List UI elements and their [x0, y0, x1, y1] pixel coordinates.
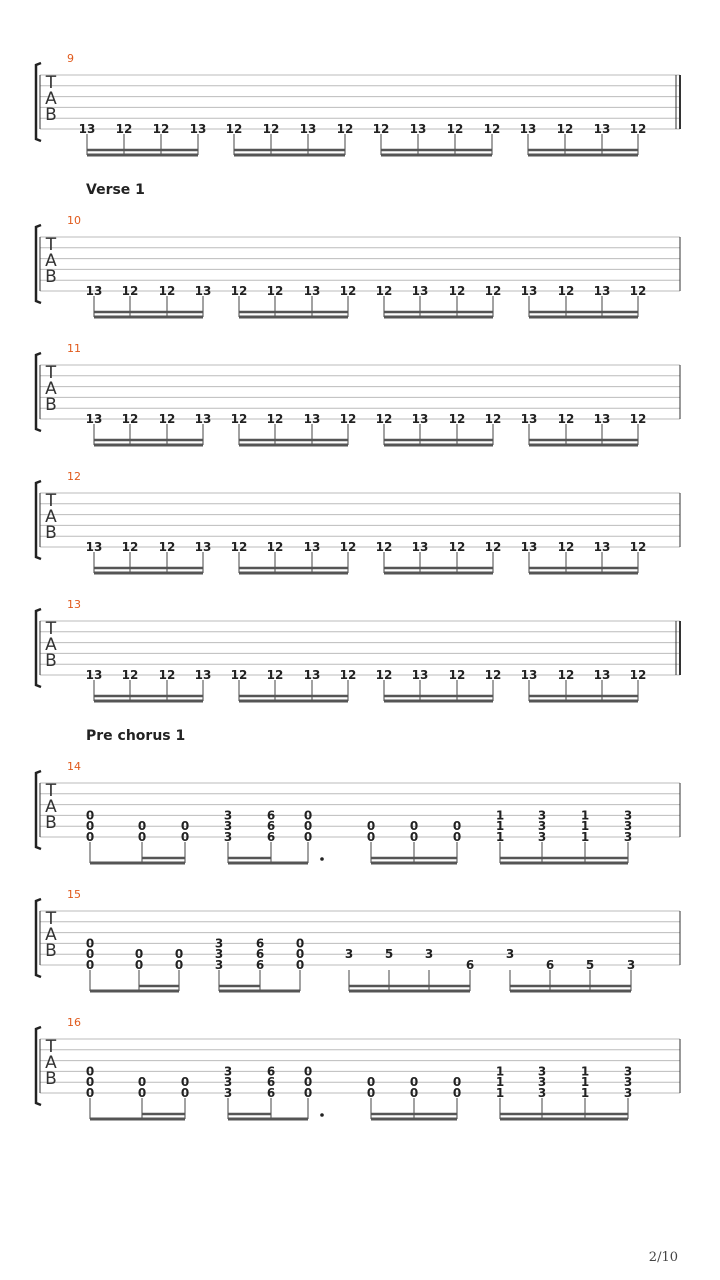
measure-16: [36, 1016, 680, 1119]
fret-number: 13: [194, 412, 212, 426]
fret-number: 6: [266, 830, 276, 844]
fret-number: 6: [465, 958, 475, 972]
fret-number: 0: [137, 830, 147, 844]
fret-number: 13: [519, 122, 537, 136]
measure-15: [36, 888, 680, 991]
fret-number: 12: [448, 540, 466, 554]
section-label-pre-chorus-1: Pre chorus 1: [86, 728, 186, 744]
tab-clef-letter: T: [45, 1037, 57, 1057]
fret-number: 0: [180, 819, 190, 834]
dot-rhythm: [320, 857, 324, 861]
fret-number: 12: [556, 122, 574, 136]
fret-number: 12: [152, 122, 170, 136]
fret-number: 12: [557, 412, 575, 426]
tab-clef-letter: B: [45, 523, 57, 543]
fret-number: 12: [629, 412, 647, 426]
measure-number: 16: [67, 1016, 81, 1029]
measure-number: 10: [67, 214, 81, 227]
fret-number: 13: [85, 412, 103, 426]
fret-number: 0: [85, 1086, 95, 1100]
fret-number: 3: [537, 830, 547, 844]
fret-number: 6: [255, 936, 265, 951]
fret-number: 0: [409, 819, 419, 834]
fret-number: 12: [121, 668, 139, 682]
fret-number: 12: [158, 284, 176, 298]
fret-number: 12: [629, 284, 647, 298]
fret-number: 0: [85, 808, 95, 823]
fret-number: 0: [137, 819, 147, 834]
fret-number: 0: [452, 830, 462, 844]
fret-number: 12: [372, 122, 390, 136]
fret-number: 13: [194, 284, 212, 298]
tab-clef-letter: T: [45, 235, 57, 255]
tab-clef-letter: A: [45, 797, 57, 817]
fret-number: 3: [424, 947, 434, 962]
dot-rhythm: [320, 1113, 324, 1117]
fret-number: 12: [375, 284, 393, 298]
fret-number: 12: [230, 284, 248, 298]
fret-number: 3: [623, 1064, 633, 1079]
fret-number: 12: [115, 122, 133, 136]
fret-number: 13: [409, 122, 427, 136]
fret-number: 0: [85, 936, 95, 951]
fret-number: 1: [580, 808, 590, 823]
tab-clef-letter: B: [45, 105, 57, 125]
fret-number: 0: [409, 1086, 419, 1100]
fret-number: 13: [189, 122, 207, 136]
fret-number: 12: [339, 668, 357, 682]
fret-number: 12: [448, 284, 466, 298]
fret-number: 1: [580, 830, 590, 844]
fret-number: 6: [545, 958, 555, 972]
fret-number: 1: [580, 819, 590, 834]
fret-number: 12: [266, 284, 284, 298]
tab-clef-letter: A: [45, 379, 57, 399]
fret-number: 5: [384, 947, 394, 962]
fret-number: 12: [557, 284, 575, 298]
tab-clef-letter: T: [45, 619, 57, 639]
fret-number: 3: [223, 819, 233, 834]
fret-number: 12: [225, 122, 243, 136]
fret-number: 0: [137, 1086, 147, 1100]
fret-number: 12: [557, 668, 575, 682]
fret-number: 12: [339, 284, 357, 298]
fret-number: 6: [266, 1075, 276, 1090]
fret-number: 3: [223, 830, 233, 844]
fret-number: 0: [452, 1086, 462, 1100]
fret-number: 0: [295, 947, 305, 962]
fret-number: 12: [448, 412, 466, 426]
fret-number: 12: [339, 412, 357, 426]
tab-clef-letter: B: [45, 267, 57, 287]
fret-number: 13: [520, 284, 538, 298]
fret-number: 0: [134, 947, 144, 962]
fret-number: 12: [557, 540, 575, 554]
measure-9: [36, 52, 680, 155]
fret-number: 12: [266, 540, 284, 554]
fret-number: 0: [85, 819, 95, 834]
fret-number: 13: [303, 412, 321, 426]
fret-number: 3: [344, 947, 354, 962]
fret-number: 0: [137, 1075, 147, 1090]
fret-number: 1: [580, 1064, 590, 1079]
fret-number: 0: [85, 1064, 95, 1079]
fret-number: 3: [223, 808, 233, 823]
fret-number: 12: [158, 668, 176, 682]
fret-number: 0: [180, 1086, 190, 1100]
fret-number: 13: [194, 540, 212, 554]
fret-number: 13: [593, 540, 611, 554]
fret-number: 0: [366, 1086, 376, 1100]
fret-number: 12: [448, 668, 466, 682]
fret-number: 0: [409, 830, 419, 844]
fret-number: 13: [593, 284, 611, 298]
measure-number: 12: [67, 470, 81, 483]
fret-number: 3: [626, 958, 636, 972]
fret-number: 12: [230, 668, 248, 682]
fret-number: 13: [303, 668, 321, 682]
fret-number: 0: [85, 947, 95, 962]
fret-number: 13: [593, 122, 611, 136]
fret-number: 0: [295, 958, 305, 972]
fret-number: 1: [495, 808, 505, 823]
tab-clef-letter: T: [45, 781, 57, 801]
measure-12: [36, 470, 680, 573]
fret-number: 3: [214, 936, 224, 951]
fret-number: 3: [623, 830, 633, 844]
fret-number: 1: [580, 1086, 590, 1100]
fret-number: 0: [180, 1075, 190, 1090]
fret-number: 13: [85, 668, 103, 682]
measure-number: 14: [67, 760, 81, 773]
measure-number: 15: [67, 888, 81, 901]
fret-number: 12: [339, 540, 357, 554]
fret-number: 12: [230, 540, 248, 554]
fret-number: 13: [303, 284, 321, 298]
fret-number: 0: [174, 947, 184, 962]
tab-clef-letter: B: [45, 813, 57, 833]
fret-number: 3: [214, 958, 224, 972]
fret-number: 1: [495, 830, 505, 844]
fret-number: 0: [85, 1075, 95, 1090]
fret-number: 1: [580, 1075, 590, 1090]
measure-10: [36, 214, 680, 317]
fret-number: 13: [303, 540, 321, 554]
measure-number: 13: [67, 598, 81, 611]
fret-number: 5: [585, 958, 595, 972]
fret-number: 12: [230, 412, 248, 426]
fret-number: 13: [411, 412, 429, 426]
tab-clef-letter: B: [45, 941, 57, 961]
fret-number: 12: [483, 122, 501, 136]
fret-number: 3: [223, 1075, 233, 1090]
fret-number: 3: [537, 808, 547, 823]
fret-number: 13: [411, 540, 429, 554]
fret-number: 0: [85, 830, 95, 844]
fret-number: 0: [303, 830, 313, 844]
measure-14: [36, 760, 680, 863]
tab-clef-letter: A: [45, 89, 57, 109]
fret-number: 3: [214, 947, 224, 962]
tab-clef-letter: A: [45, 251, 57, 271]
fret-number: 3: [537, 1064, 547, 1079]
fret-number: 13: [194, 668, 212, 682]
fret-number: 12: [121, 540, 139, 554]
fret-number: 0: [452, 819, 462, 834]
fret-number: 1: [495, 1075, 505, 1090]
fret-number: 12: [266, 412, 284, 426]
tab-clef-letter: A: [45, 635, 57, 655]
tab-clef-letter: T: [45, 73, 57, 93]
fret-number: 1: [495, 819, 505, 834]
tab-clef-letter: T: [45, 363, 57, 383]
fret-number: 13: [411, 668, 429, 682]
fret-number: 3: [537, 1075, 547, 1090]
fret-number: 0: [303, 1064, 313, 1079]
fret-number: 1: [495, 1064, 505, 1079]
fret-number: 0: [180, 830, 190, 844]
fret-number: 13: [593, 668, 611, 682]
fret-number: 12: [484, 540, 502, 554]
fret-number: 13: [411, 284, 429, 298]
fret-number: 3: [537, 1086, 547, 1100]
fret-number: 3: [623, 808, 633, 823]
fret-number: 6: [266, 808, 276, 823]
tab-clef-letter: B: [45, 395, 57, 415]
fret-number: 12: [158, 540, 176, 554]
fret-number: 6: [266, 819, 276, 834]
fret-number: 13: [85, 540, 103, 554]
section-label-verse-1: Verse 1: [86, 182, 145, 198]
fret-number: 12: [121, 412, 139, 426]
tab-clef-letter: A: [45, 507, 57, 527]
page-number: 2/10: [648, 1250, 678, 1265]
measure-number: 11: [67, 342, 81, 355]
fret-number: 3: [223, 1086, 233, 1100]
fret-number: 12: [484, 668, 502, 682]
fret-number: 12: [262, 122, 280, 136]
tab-clef-letter: A: [45, 1053, 57, 1073]
fret-number: 12: [484, 284, 502, 298]
fret-number: 13: [520, 540, 538, 554]
tab-clef-letter: T: [45, 491, 57, 511]
tab-clef-letter: A: [45, 925, 57, 945]
fret-number: 0: [452, 1075, 462, 1090]
tab-clef-letter: B: [45, 651, 57, 671]
fret-number: 3: [623, 819, 633, 834]
fret-number: 3: [223, 1064, 233, 1079]
tab-clef-letter: B: [45, 1069, 57, 1089]
fret-number: 3: [623, 1075, 633, 1090]
fret-number: 13: [593, 412, 611, 426]
fret-number: 0: [303, 1075, 313, 1090]
fret-number: 0: [303, 1086, 313, 1100]
fret-number: 12: [266, 668, 284, 682]
fret-number: 3: [537, 819, 547, 834]
fret-number: 13: [299, 122, 317, 136]
fret-number: 12: [629, 540, 647, 554]
fret-number: 13: [520, 412, 538, 426]
measure-13: [36, 598, 680, 701]
fret-number: 0: [174, 958, 184, 972]
fret-number: 12: [158, 412, 176, 426]
fret-number: 3: [505, 947, 515, 962]
fret-number: 12: [375, 412, 393, 426]
fret-number: 0: [409, 1075, 419, 1090]
fret-number: 0: [303, 819, 313, 834]
fret-number: 0: [303, 808, 313, 823]
fret-number: 12: [629, 668, 647, 682]
fret-number: 12: [629, 122, 647, 136]
fret-number: 13: [85, 284, 103, 298]
fret-number: 0: [295, 936, 305, 951]
tab-clef-letter: T: [45, 909, 57, 929]
fret-number: 6: [255, 958, 265, 972]
fret-number: 3: [623, 1086, 633, 1100]
fret-number: 13: [520, 668, 538, 682]
fret-number: 12: [484, 412, 502, 426]
fret-number: 0: [366, 1075, 376, 1090]
fret-number: 0: [134, 958, 144, 972]
fret-number: 0: [366, 819, 376, 834]
fret-number: 0: [85, 958, 95, 972]
fret-number: 12: [336, 122, 354, 136]
fret-number: 6: [266, 1086, 276, 1100]
fret-number: 12: [375, 668, 393, 682]
fret-number: 12: [446, 122, 464, 136]
fret-number: 0: [366, 830, 376, 844]
fret-number: 12: [375, 540, 393, 554]
fret-number: 1: [495, 1086, 505, 1100]
fret-number: 13: [78, 122, 96, 136]
fret-number: 6: [266, 1064, 276, 1079]
fret-number: 6: [255, 947, 265, 962]
measure-number: 9: [67, 52, 74, 65]
measure-11: [36, 342, 680, 445]
fret-number: 12: [121, 284, 139, 298]
